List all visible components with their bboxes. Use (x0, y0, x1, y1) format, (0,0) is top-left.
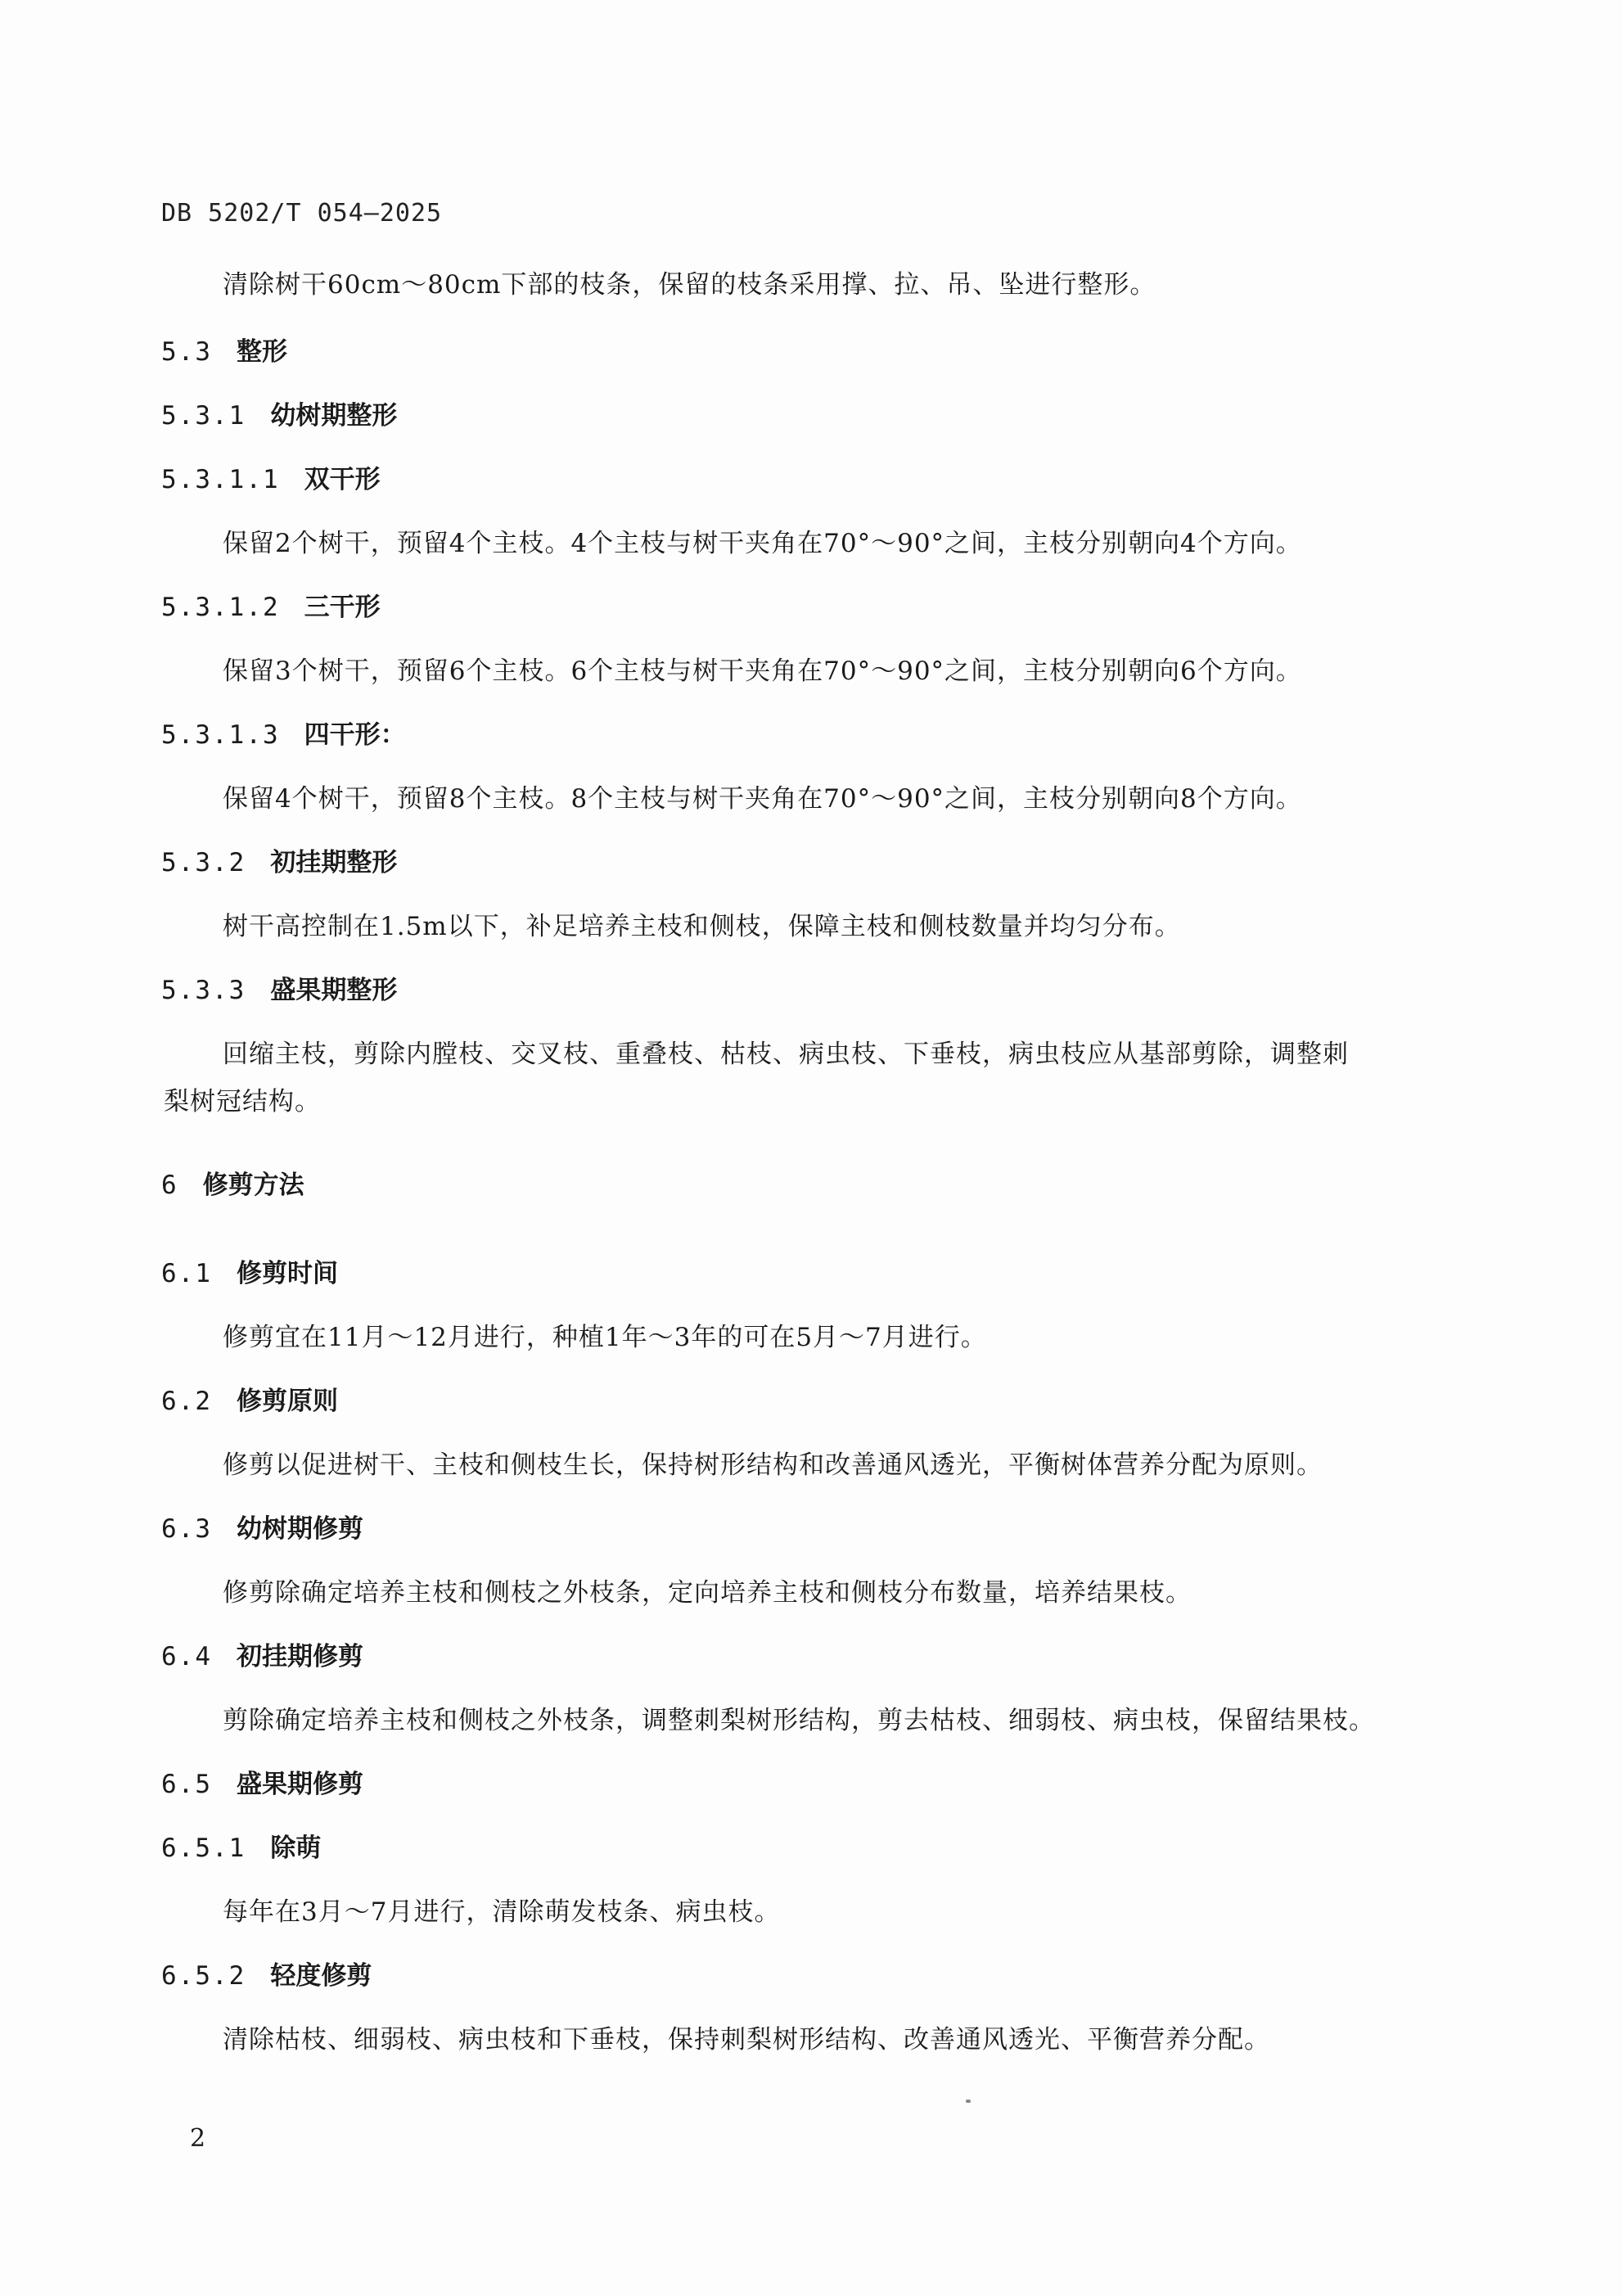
document-code: DB 5202/T 054—2025 (161, 199, 443, 228)
section-title: 双干形 (304, 465, 381, 494)
section-title: 除萌 (270, 1834, 322, 1863)
paragraph-6-1: 修剪宜在11月～12月进行，种植1年～3年的可在5月～7月进行。 (223, 1323, 987, 1352)
section-heading-6-5-2 (161, 1955, 372, 1992)
section-heading-6 (161, 1164, 304, 1201)
section-heading-5-3-2 (161, 841, 397, 878)
section-number: 6.5.2 (161, 1961, 246, 1991)
paragraph-5-3-3-line2: 梨树冠结构。 (164, 1087, 321, 1116)
section-heading-5-3 (161, 331, 287, 368)
section-title: 修剪原则 (237, 1387, 338, 1416)
section-number: 6.4 (161, 1642, 212, 1671)
paragraph-5-3-1-1: 保留2个树干，预留4个主枝。4个主枝与树干夹角在70°～90°之间，主枝分别朝向4个方向。 (223, 529, 1302, 558)
section-number: 5.3.1.3 (161, 720, 280, 750)
section-heading-6-2 (161, 1380, 338, 1417)
paragraph-5-3-3-line1: 回缩主枝，剪除内膛枝、交叉枝、重叠枝、枯枝、病虫枝、下垂枝，病虫枝应从基部剪除，调整刺 (223, 1040, 1349, 1069)
section-title: 盛果期整形 (270, 976, 398, 1005)
section-number: 6.5.1 (161, 1834, 246, 1863)
section-title: 幼树期修剪 (237, 1514, 363, 1544)
section-heading-6-5 (161, 1763, 363, 1800)
section-title: 四干形： (304, 720, 406, 750)
paragraph-6-2: 修剪以促进树干、主枝和侧枝生长，保持树形结构和改善通风透光，平衡树体营养分配为原则。 (223, 1450, 1323, 1480)
section-title: 修剪时间 (237, 1259, 338, 1288)
section-title: 盛果期修剪 (237, 1770, 363, 1799)
paragraph-5-3-1-3: 保留4个树干，预留8个主枝。8个主枝与树干夹角在70°～90°之间，主枝分别朝向8个方向。 (223, 784, 1302, 814)
section-title: 三干形 (304, 593, 381, 622)
paragraph-6-5-1: 每年在3月～7月进行，清除萌发枝条、病虫枝。 (223, 1897, 781, 1927)
section-heading-6-3 (161, 1508, 363, 1545)
section-number: 6.2 (161, 1387, 212, 1416)
paragraph-6-3: 修剪除确定培养主枝和侧枝之外枝条，定向培养主枝和侧枝分布数量，培养结果枝。 (223, 1578, 1192, 1608)
section-number: 6.3 (161, 1514, 212, 1544)
section-title: 整形 (237, 337, 287, 367)
paragraph-6-5-2: 清除枯枝、细弱枝、病虫枝和下垂枝，保持刺梨树形结构、改善通风透光、平衡营养分配。 (223, 2025, 1270, 2055)
section-title: 修剪方法 (202, 1171, 304, 1200)
section-heading-6-4 (161, 1635, 363, 1672)
section-number: 5.3.1.2 (161, 593, 280, 622)
section-heading-5-3-1-3 (161, 714, 406, 751)
section-heading-5-3-1-2 (161, 586, 381, 623)
paragraph-intro: 清除树干60cm～80cm下部的枝条，保留的枝条采用撑、拉、吊、坠进行整形。 (223, 270, 1156, 300)
section-number: 6.1 (161, 1259, 212, 1288)
section-heading-6-1 (161, 1252, 338, 1289)
section-title: 初挂期修剪 (237, 1642, 363, 1671)
section-number: 5.3.3 (161, 976, 246, 1005)
paragraph-5-3-2: 树干高控制在1.5m以下，补足培养主枝和侧枝，保障主枝和侧枝数量并均匀分布。 (223, 912, 1181, 941)
paragraph-5-3-1-2: 保留3个树干，预留6个主枝。6个主枝与树干夹角在70°～90°之间，主枝分别朝向6个方向。 (223, 656, 1302, 686)
page-number: 2 (190, 2124, 206, 2153)
paragraph-6-4: 剪除确定培养主枝和侧枝之外枝条，调整刺梨树形结构，剪去枯枝、细弱枝、病虫枝，保留结果枝。 (223, 1706, 1375, 1735)
section-number: 5.3 (161, 337, 212, 367)
section-number: 5.3.1 (161, 401, 246, 431)
section-number: 6.5 (161, 1770, 212, 1799)
scan-speck (966, 2100, 971, 2103)
section-title: 幼树期整形 (270, 401, 398, 431)
section-heading-5-3-1-1 (161, 458, 381, 495)
section-number: 5.3.2 (161, 848, 246, 877)
section-heading-5-3-1 (161, 395, 397, 431)
section-heading-5-3-3 (161, 969, 397, 1006)
section-title: 初挂期整形 (270, 848, 398, 877)
section-number: 5.3.1.1 (161, 465, 280, 494)
section-title: 轻度修剪 (270, 1961, 372, 1991)
section-heading-6-5-1 (161, 1827, 321, 1864)
section-number: 6 (161, 1171, 178, 1200)
